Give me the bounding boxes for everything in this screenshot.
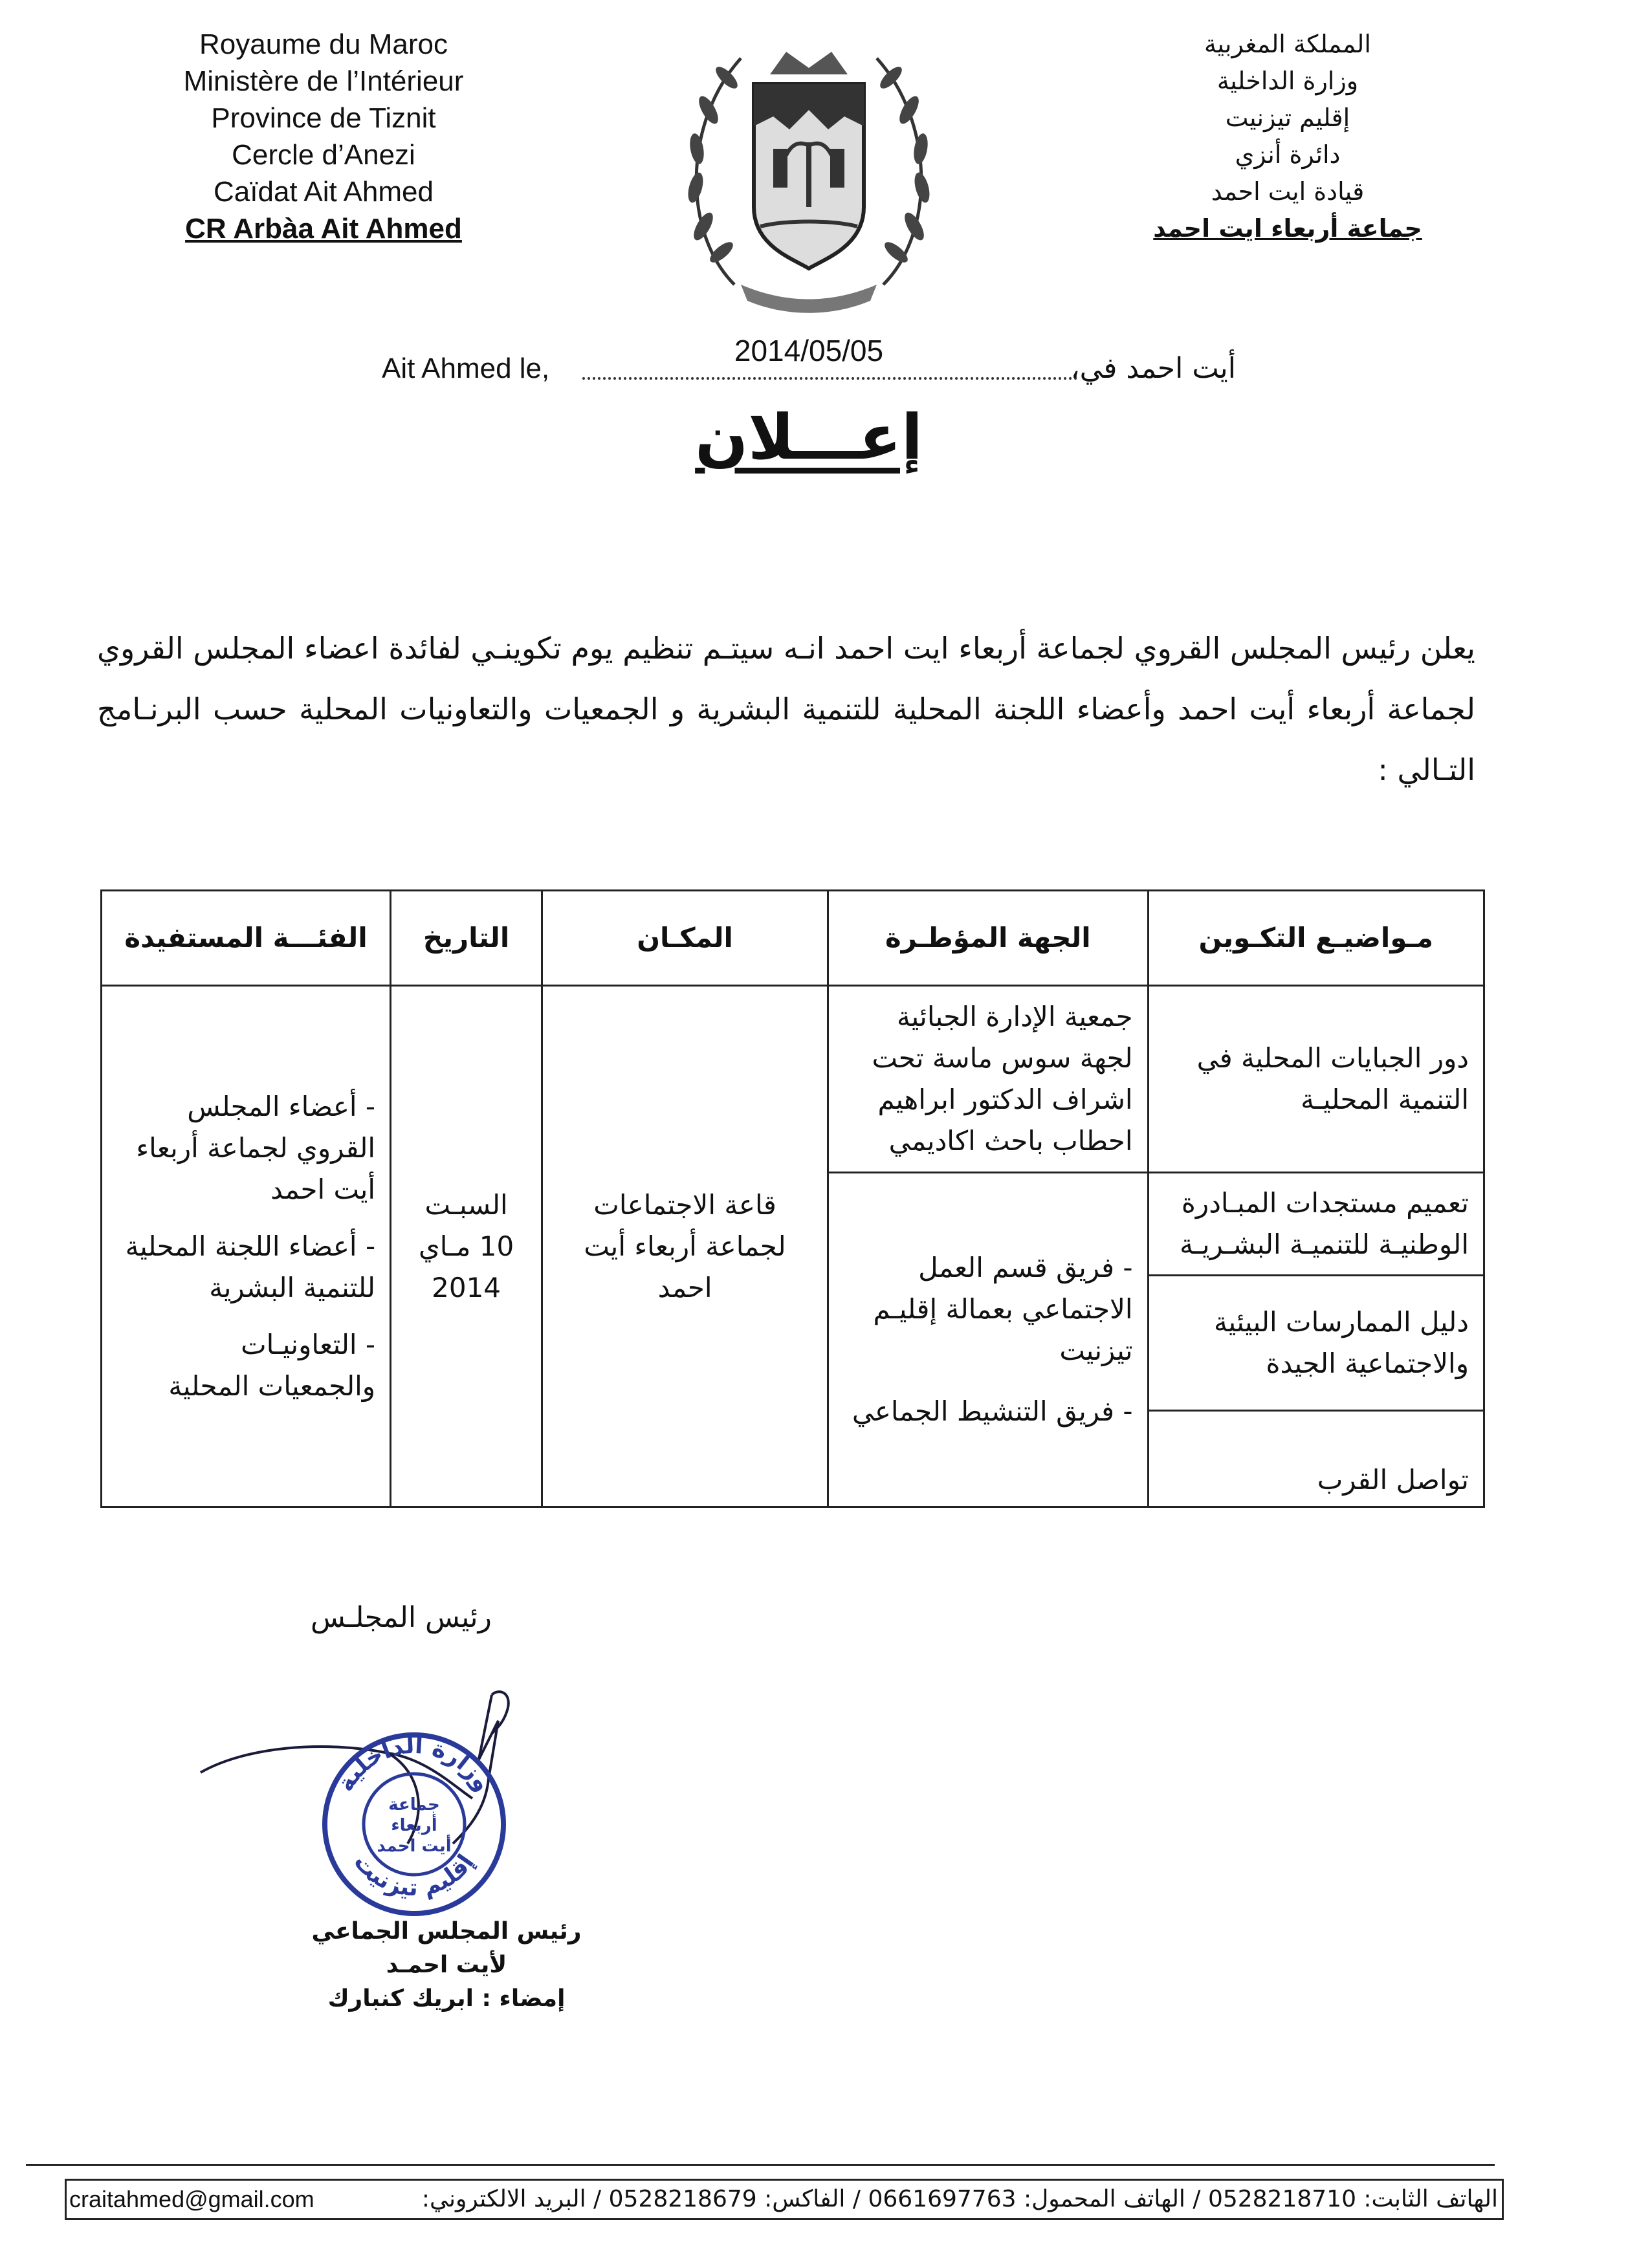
province-emblem-icon: [657, 13, 961, 317]
french-header-line: Caïdat Ait Ahmed: [214, 176, 434, 208]
place-cell: قاعة الاجتماعات لجماعة أربعاء أيت احمد: [542, 986, 828, 1507]
target-group-cell: [102, 986, 391, 1507]
date-line: [382, 333, 1236, 391]
header-date: التاريخ: [391, 891, 542, 986]
footer-divider: [26, 2164, 1495, 2166]
header-place: المكـان: [542, 891, 828, 986]
svg-text:أيت احمد: أيت احمد: [377, 1837, 452, 1856]
arabic-header-line: وزارة الداخلية: [1216, 67, 1359, 95]
svg-text:إقليم تيزنيت: إقليم تيزنيت: [348, 1848, 479, 1902]
footer-contact-box: [65, 2179, 1504, 2220]
arabic-header-line: إقليم تيزنيت: [1225, 104, 1350, 132]
target-item: - أعضاء اللجنة المحلية للتنمية البشرية: [125, 1230, 376, 1303]
signatory-block: [304, 1915, 589, 2016]
french-header-line: Ministère de l’Intérieur: [183, 65, 464, 97]
signatory-line: إمضاء : ابريك كنبارك: [327, 1985, 566, 2012]
signatory-line: لأيت احمـد: [386, 1952, 507, 1978]
topic-cell: دليل الممارسات البيئية والاجتماعية الجيدة: [1148, 1276, 1484, 1411]
organizer-cell: جمعية الإدارة الجبائية لجهة سوس ماسة تحت اشراف الدكتور ابراهيم احطاب باحث اكاديمي: [828, 986, 1148, 1173]
official-stamp-icon: [317, 1727, 511, 1921]
svg-text:أربعاء: أربعاء: [391, 1816, 437, 1835]
arabic-header-line: دائرة أنزي: [1235, 140, 1341, 169]
arabic-header-line: المملكة المغربية: [1204, 30, 1371, 58]
announcement-date: 2014/05/05: [734, 334, 884, 367]
svg-text:وزارة الداخلية: وزارة الداخلية: [332, 1732, 496, 1796]
announcement-title: إعـــلان: [695, 401, 923, 474]
header-target-group: الفئـــة المستفيدة: [102, 891, 391, 986]
date-dotted-line: [582, 377, 1077, 380]
arabic-header-line: قيادة ايت احمد: [1211, 177, 1365, 206]
french-header-line: Royaume du Maroc: [199, 28, 448, 60]
svg-text:جماعة: جماعة: [388, 1795, 440, 1815]
topic-cell: تعميم مستجدات المبـادرة الوطنيـة للتنميـة البشـريـة: [1148, 1173, 1484, 1276]
table-row: [102, 986, 1484, 1173]
topic-cell: تواصل القرب: [1148, 1411, 1484, 1507]
arabic-letterhead: [1119, 26, 1456, 247]
header-organizer: الجهة المؤطـرة: [828, 891, 1148, 986]
date-label-arabic: أيت احمد في،: [1070, 352, 1236, 385]
arabic-commune-name: جماعة أربعاء ايت احمد: [1153, 214, 1422, 243]
french-header-line: Cercle d’Anezi: [232, 139, 415, 171]
header-topics: مـواضيـع التكـوين: [1148, 891, 1484, 986]
signatory-line: رئيس المجلس الجماعي: [311, 1918, 582, 1945]
french-commune-name: CR Arbàa Ait Ahmed: [185, 213, 462, 245]
organizer-item: - فريق قسم العمل الاجتماعي بعمالة إقليـم تيزنيت: [873, 1252, 1133, 1366]
french-letterhead: [116, 26, 531, 247]
french-header-line: Province de Tiznit: [211, 102, 436, 134]
footer-email[interactable]: craitahmed@gmail.com: [69, 2186, 314, 2212]
organizer-item: - فريق التنشيط الجماعي: [852, 1395, 1133, 1427]
training-program-table: [100, 889, 1485, 1508]
date-cell: السبـت 10 مـاي 2014: [391, 986, 542, 1507]
signature-title: رئيس المجلـس: [311, 1601, 492, 1634]
footer-contacts: الهاتف الثابت: 0528218710 / الهاتف المحمول: 0661697763 / الفاكس: 0528218679 / البريد الالكتروني:: [421, 2186, 1498, 2212]
organizer-cell: [828, 1173, 1148, 1507]
announcement-body: يعلن رئيس المجلس القروي لجماعة أربعاء ايت احمد انـه سيتـم تنظيم يوم تكوينـي لفائدة اعضاء المجلس القروي لجماعة أربعاء أيت احمد وأعضاء اللجنة المحلية للتنمية البشرية و الجمعيات والتعاونيات المحلية حسب البرنـامج التـالي :: [97, 631, 1475, 787]
topic-cell: دور الجبايات المحلية في التنمية المحليـة: [1148, 986, 1484, 1173]
table-header-row: [102, 891, 1484, 986]
target-item: - التعاونيـات والجمعيات المحلية: [168, 1328, 376, 1402]
target-item: - أعضاء المجلس القروي لجماعة أربعاء أيت احمد: [136, 1090, 376, 1205]
date-label-french: Ait Ahmed le,: [382, 353, 550, 384]
